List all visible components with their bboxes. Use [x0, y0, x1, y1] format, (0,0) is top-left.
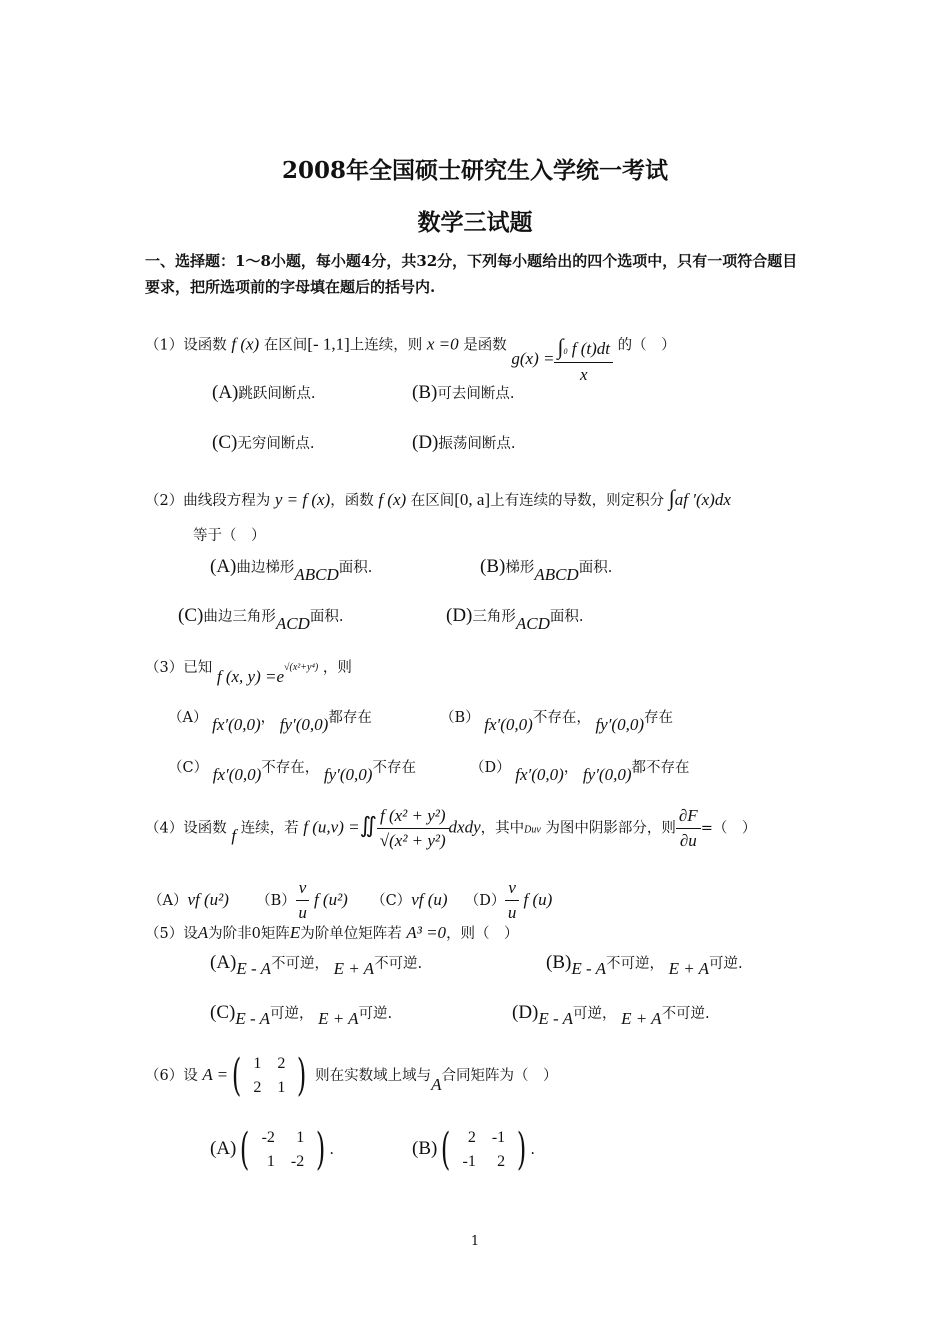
q3-eq: f (x, y) =e	[216, 667, 284, 686]
q2-option-d: (D)三角形ACD面积.	[446, 605, 584, 633]
q4-text: 为图中阴影部分，则	[545, 820, 676, 837]
q6-text: 合同矩阵为（ ）	[441, 1068, 558, 1084]
q5-E: E	[289, 923, 301, 942]
q2-integrand: af ′(x)dx	[674, 490, 731, 509]
q4-option-a: （A）vf (u²)	[148, 889, 229, 909]
q4-f: f	[231, 825, 237, 845]
q2-text-equals: 等于（ ）	[193, 528, 266, 544]
q5-text: ，则（ ）	[446, 926, 519, 942]
q5-condition: A³ =0	[406, 923, 447, 942]
q6-A: A =	[202, 1065, 229, 1084]
q6-A2: A	[431, 1075, 442, 1094]
q4-fraction: $\frac{\text{f (x² + y²)}}{\text{√(x² + y²)}}$	[377, 806, 449, 851]
q2-option-b: (B)梯形ABCD面积.	[480, 556, 613, 584]
page-number: 1	[470, 1234, 480, 1249]
question-1	[145, 320, 676, 384]
q5-option-b: (B)E - A不可逆， E + A可逆.	[546, 952, 743, 978]
q2-interval: [0, a]	[454, 490, 491, 509]
q3-option-a: （A） fx′(0,0)， fy′(0,0)都存在	[168, 710, 372, 734]
q4-dxdy: dxdy	[448, 817, 481, 837]
q4-text: ，其中	[480, 820, 525, 837]
q1-option-a: (A)跳跃间断点.	[212, 382, 316, 403]
q3-text: ，则	[322, 660, 352, 676]
question-6: （6）设 A =( 1 2 2 1 ) 则在实数域上域与A合同矩阵为（ ）	[145, 1050, 558, 1101]
q5-option-d: (D)E - A可逆， E + A不可逆.	[512, 1002, 710, 1028]
q4-text: 连续，若	[240, 820, 299, 837]
q1-x0: x =0	[426, 334, 459, 354]
integral-sign: ∫	[668, 485, 675, 510]
q4-text: （4）设函数	[145, 820, 227, 837]
q2-option-c: (C)曲边三角形ACD面积.	[178, 605, 344, 633]
q5-text: 为阶非0矩阵	[208, 926, 290, 942]
q4-option-d: （D） $\frac{v}{u}$ f (u)	[464, 878, 553, 922]
q4-option-c: （C）vf (u)	[371, 889, 448, 909]
q2-text: 上有连续的导数，则定积分	[490, 493, 665, 509]
question-5	[145, 922, 519, 943]
q1-interval: [- 1,1]	[307, 334, 350, 354]
q5-text: （5）设	[145, 926, 198, 942]
q3-option-c: （C） fx′(0,0)不存在， fy′(0,0)不存在	[168, 760, 416, 784]
q1-numerator: f (t)dt	[571, 339, 611, 358]
q6-option-a: (A)( -2 1 1 -2 ) .	[210, 1124, 334, 1175]
q3-exponent: √(x²+y⁴)	[284, 662, 319, 674]
question-4	[145, 806, 756, 851]
q1-text: 在区间	[263, 337, 308, 354]
q4-text: =（ ）	[700, 820, 757, 837]
q5-A: A	[197, 923, 209, 942]
q2-option-a: (A)曲边梯形ABCD面积.	[210, 556, 373, 584]
section-instructions: 一、选择题：1～8小题，每小题4分，共32分，下列每小题给出的四个选项中，只有一项符合题目要求，把所选项前的字母填在题后的括号内.	[145, 252, 798, 296]
q1-option-c: (C)无穷间断点.	[212, 432, 315, 453]
q6-option-b: (B)( 2 -1 -1 2 ) .	[412, 1124, 535, 1175]
exam-subtitle: 数学三试题	[417, 209, 533, 236]
q1-option-b: (B)可去间断点.	[412, 382, 515, 403]
exam-title: 2008年全国硕士研究生入学统一考试	[281, 157, 668, 184]
q3-option-d: （D） fx′(0,0)， fy′(0,0)都不存在	[470, 760, 690, 784]
q6-text: 则在实数域上域与	[315, 1068, 432, 1084]
q2-text: ，函数	[330, 493, 374, 509]
q3-option-b: （B） fx′(0,0)不存在， fy′(0,0)存在	[440, 710, 673, 734]
q4-region: Duv	[524, 824, 541, 836]
q2-fx: f (x)	[378, 490, 407, 509]
q5-option-a: (A)E - A不可逆， E + A不可逆.	[210, 952, 423, 978]
q5-text: 为阶单位矩阵若	[300, 926, 402, 942]
q1-text: 上连续，则	[349, 337, 423, 354]
q1-option-d: (D)振荡间断点.	[412, 432, 516, 453]
q2-eq: y = f (x)	[274, 490, 331, 509]
q2-text: 在区间	[410, 493, 455, 509]
q1-text: （1）设函数	[145, 337, 227, 354]
q5-option-c: (C)E - A可逆， E + A可逆.	[210, 1002, 393, 1028]
question-3	[145, 656, 352, 686]
q1-text: 是函数	[463, 337, 507, 354]
question-2	[145, 485, 731, 511]
q1-fraction: $\frac{\int 0 f (t)dt}{x}$	[554, 334, 613, 385]
double-integral-sign: ∬	[359, 812, 377, 838]
q1-denominator: x	[579, 365, 588, 384]
q1-fx: f (x)	[231, 334, 260, 354]
q3-text: （3）已知	[145, 660, 213, 676]
q1-gx: g(x) =	[511, 348, 555, 368]
q6-matrix: 1 2 2 1	[253, 1055, 286, 1096]
q4-options	[148, 878, 552, 923]
q1-text: 的（ ）	[617, 337, 676, 354]
q4-lhs: f (u,v) =	[303, 817, 360, 837]
q4-option-b: （B） $\frac{v}{u}$ f (u²)	[256, 878, 348, 922]
q2-text: （2）曲线段方程为	[145, 493, 271, 509]
q6-text: （6）设	[145, 1068, 198, 1084]
q4-partial: $\frac{\partial F}{\partial u}$	[676, 806, 701, 851]
